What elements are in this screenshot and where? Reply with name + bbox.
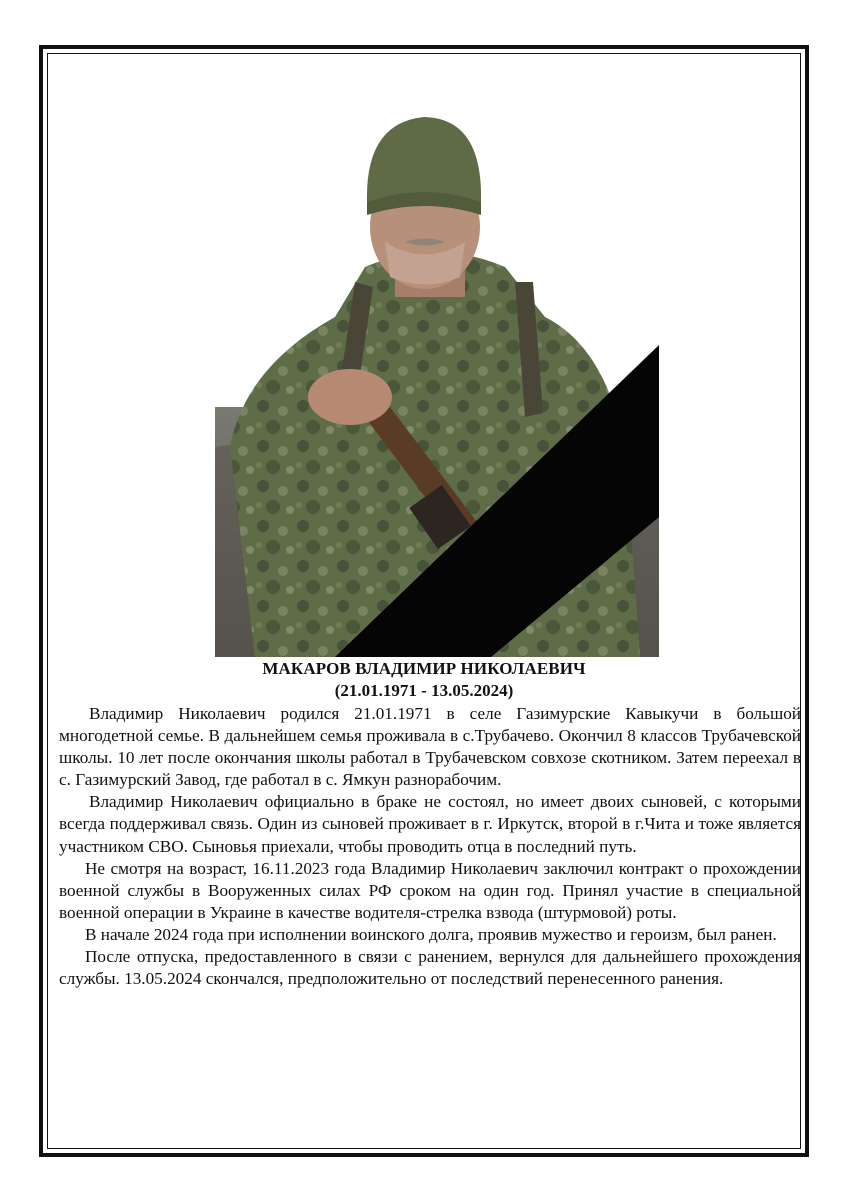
portrait-photo bbox=[215, 117, 659, 657]
biography-paragraph: Владимир Николаевич родился 21.01.1971 в селе Газимурские Кавыкучи в большой многодетной семье. В дальнейшем семья проживала в с.Трубачево. Окончил 8 классов Трубачевской школы. 10 лет после окончания школы работал в Трубачевском совхозе скотником. Затем переехал в с. Газимурский Завод, где работал в с. Ямкун разнорабочим. bbox=[59, 704, 801, 790]
biography-paragraph: В начале 2024 года при исполнении воинского долга, проявив мужество и героизм, был ранен. bbox=[85, 924, 777, 944]
biography-paragraph: Владимир Николаевич официально в браке не состоял, но имеет двоих сыновей, с которыми всегда поддерживал связь. Один из сыновей проживает в г. Иркутск, второй в г.Чита и тоже является участником СВО. Сыновья приехали, чтобы проводить отца в последний путь. bbox=[59, 792, 801, 856]
biography-paragraph: После отпуска, предоставленного в связи с ранением, вернулся для дальнейшего прохождения службы. 13.05.2024 скончался, предположительно от последствий перенесенного ранения. bbox=[59, 947, 801, 989]
biography-text bbox=[59, 703, 801, 990]
person-name: МАКАРОВ ВЛАДИМИР НИКОЛАЕВИЧ bbox=[262, 659, 586, 678]
biography-paragraph: Не смотря на возраст, 16.11.2023 года Владимир Николаевич заключил контракт о прохождении военной службы в Вооруженных силах РФ сроком на один год. Принял участие в специальной военной операции в Украине в качестве водителя-стрелка взвода (штурмовой) роты. bbox=[59, 858, 801, 922]
life-dates: (21.01.1971 - 13.05.2024) bbox=[334, 681, 514, 700]
